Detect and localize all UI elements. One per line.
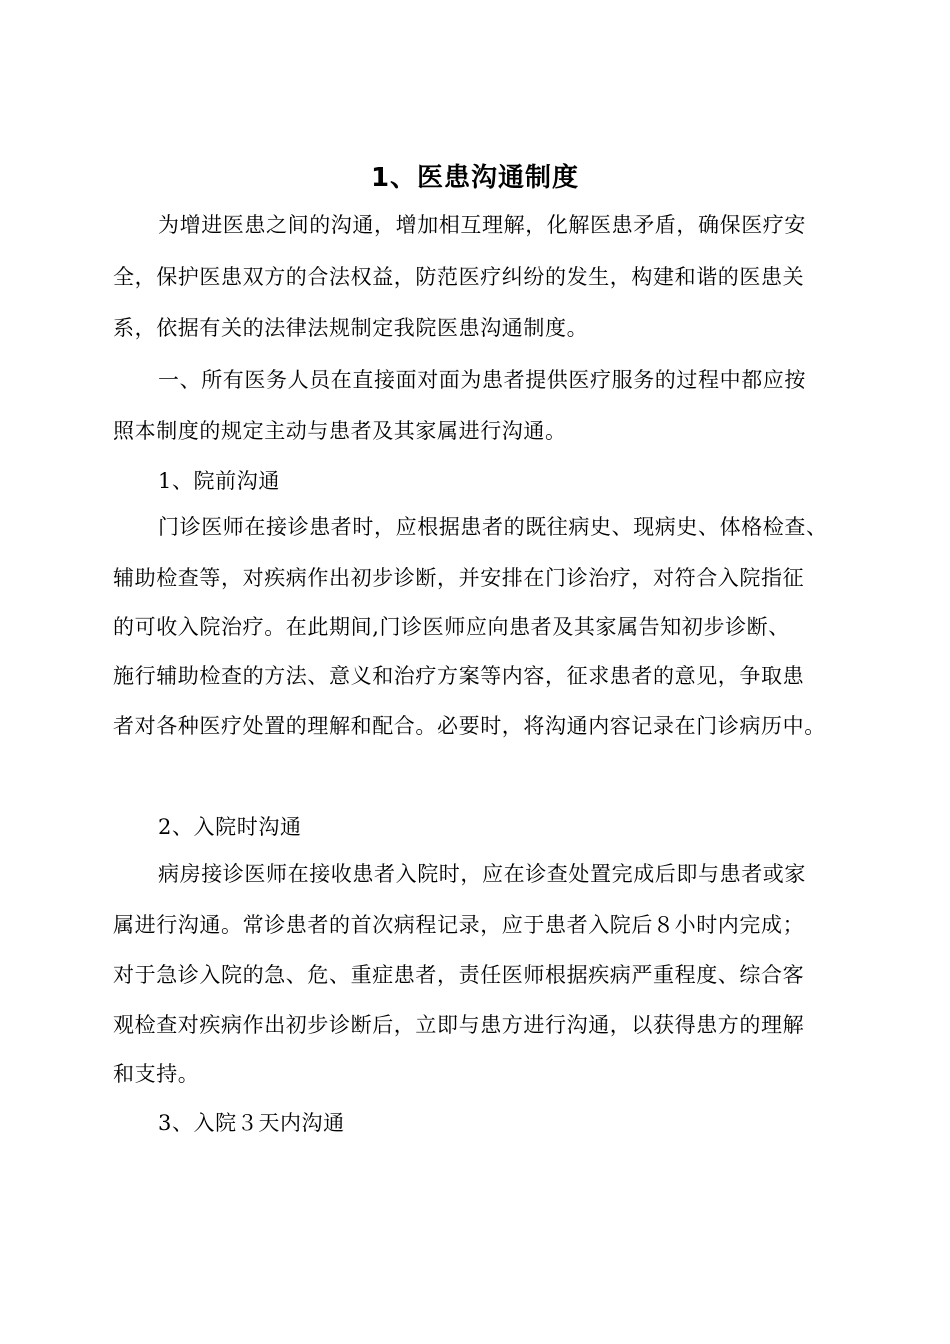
paragraph-line: 施行辅助检查的方法、意义和治疗方案等内容，征求患者的意见，争取患: [113, 664, 805, 688]
paragraph-line: 辅助检查等，对疾病作出初步诊断，并安排在门诊治疗，对符合入院指征: [113, 566, 805, 590]
section-heading: 1、院前沟通: [158, 469, 280, 493]
paragraph-line: 为增进医患之间的沟通，增加相互理解，化解医患矛盾，确保医疗安: [158, 213, 806, 237]
paragraph-line: 和支持。: [113, 1062, 200, 1086]
paragraph-line: 对于急诊入院的急、危、重症患者，责任医师根据疾病严重程度、综合客: [113, 963, 805, 987]
section-heading: 3、入院３天内沟通: [158, 1111, 345, 1135]
paragraph-line: 系，依据有关的法律法规制定我院医患沟通制度。: [113, 316, 589, 340]
paragraph-line: 全，保护医患双方的合法权益，防范医疗纠纷的发生，构建和谐的医患关: [113, 265, 805, 289]
paragraph-line: 观检查对疾病作出初步诊断后，立即与患方进行沟通，以获得患方的理解: [113, 1013, 805, 1037]
section-heading: 2、入院时沟通: [158, 815, 302, 839]
paragraph-line: 照本制度的规定主动与患者及其家属进行沟通。: [113, 419, 567, 443]
document-title: 1、医患沟通制度: [370, 163, 580, 193]
paragraph-line: 的可收入院治疗。在此期间,门诊医师应向患者及其家属告知初步诊断、: [113, 615, 790, 639]
paragraph-line: 病房接诊医师在接收患者入院时，应在诊查处置完成后即与患者或家: [158, 862, 806, 886]
paragraph-line: 属进行沟通。常诊患者的首次病程记录，应于患者入院后８小时内完成；: [113, 913, 805, 937]
paragraph-line: 一、所有医务人员在直接面对面为患者提供医疗服务的过程中都应按: [158, 368, 806, 392]
paragraph-line: 门诊医师在接诊患者时，应根据患者的既往病史、现病史、体格检查、: [158, 515, 828, 539]
paragraph-line: 者对各种医疗处置的理解和配合。必要时，将沟通内容记录在门诊病历中。: [113, 714, 826, 738]
